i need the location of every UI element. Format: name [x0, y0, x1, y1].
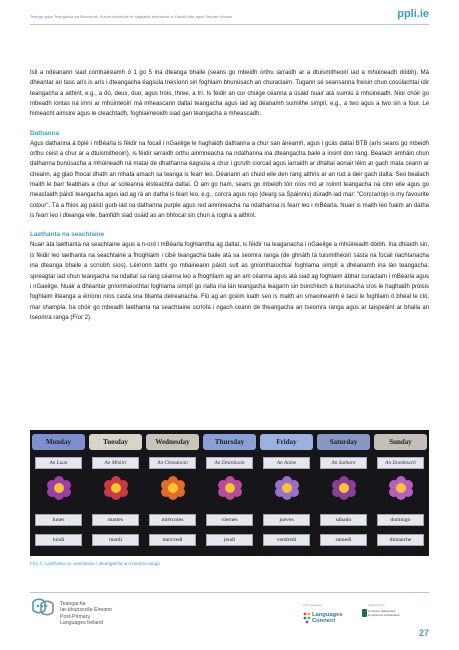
languages-connect-icon — [303, 612, 311, 624]
spanish-day-card: viernes — [206, 514, 253, 526]
ppli-logo-text: Teangacha Iar-bhunscoile Éireann Post-Primary Languages Ireland — [60, 601, 112, 626]
days-of-week-photo — [30, 430, 429, 556]
irish-day-card: An Mháirt — [92, 457, 139, 469]
day-banner-friday: Friday — [260, 434, 313, 450]
section-text-colours: Agus dathanna á bplé i mBéarla is féidir na focail i nGaeilge le haghaidh dathanna a chur san áireamh, agus i gcás daltaí BTB (arís seans go mbeidh orthu ceist a chur ar a dtuismitheoirí), is féidir iarraidh orthu ainmneacha na ndathanna ina dteangacha baile a insint don rang. Bealach amháin chun dathanna bunúsacha a mhúineadh ná mataí de dhathanna éagsúla a chur i gcruth ciorcail agus iarraidh ar dhaltaí aonair léim ar gach mata ceann ar cheann, ag glao fhocal dhath an mhata amach sa teanga is fearr leo. Déanann an chuid eile den rang aithris ar an rud a deir gach dalta. Seo bealach maith le barr feabhais a chur ar scileanna éisteachta daltaí. Ó am go ham, seans go mbeidh tóir níos mó ar roinnt teangacha ná cinn eile agus go measfaidh páistí teangacha agus iad ag rá an datha is fearr leo, e.g., corcra agus rojo (dearg sa Spáinnis) düradh iad mar: "Corcra/rojo is my favourite colour". Tá a fhios ag páistí gurb iad na dathanna purple agus red ainmneacha na ndathanna is fearr leo i mBéarla. Nuair is maith leo fuaim an datha is fearr leo i dteanga eile, bainfidh siad úsáid as an bhfocal sin chun a rogha a aithint. — [30, 140, 429, 220]
supported-by-label: Supported by — [368, 603, 385, 607]
irish-day-card: An Domhnach — [377, 457, 424, 469]
day-banner-monday: Monday — [32, 434, 85, 450]
day-banner-saturday: Saturday — [317, 434, 370, 450]
section-heading-colours: Dathanna — [30, 129, 60, 137]
french-day-card: lundi — [35, 534, 82, 546]
irish-day-card: An Aoine — [263, 457, 310, 469]
languages-connect-logo: Languages Connect — [312, 612, 343, 625]
french-day-card: jeudi — [206, 534, 253, 546]
footer-divider — [30, 592, 429, 593]
flower-decoration-icon — [389, 476, 413, 500]
french-day-card: dimanche — [377, 534, 424, 546]
section-text-days: Nuair atá laethanta na seachtaine agus a n-ord i mBéarla foghlamtha ag daltaí, is féidir na leaganacha i nGaeilge a mhúineadh dóibh. Ina dhiaidh sin, is féidir leo laethanta na seachtaine a fhoghlaim i cibé teangacha baile atá sa seomra ranga (de ghnáth tá tuismitheoirí sásta na focail riachtanacha ina dteanga bhaile a scríobh síos). Léiríonn taithí go mbaineann páistí sult as gníomhaíochtaí foghlama simplí a dhéanamh ina lán teangacha; spreagtar iad chun teangacha na ndaltaí sa rang céanna leo a fhoghlaim ag an am céanna agus atá siad ag foghlaim ábhar curaclaim i mBéarla agus i nGaeilge. Nuair a dhéantar gníomhaíochtaí foghlama simplí go rialta ina lán teangacha leagann sin bunchloch a bunúsacha síos le haghaidh próisis foghlaim ilteanga a éiríonn níos casta sna blianta deireanacha. Fiú ag an gcéim luath seo is maith an smaoineamh é tacú le foghlaim ó bhéal le cló; mar shampla, ba chóir go mbeadh laethanta na seachtaine scríofa i ngach ceann de theangacha an tseomra ranga agus ar taispeáint ar bhalla an tseomra ranga (Fíor 2). — [30, 242, 429, 321]
header-divider — [30, 24, 429, 25]
ppli-logo-icon — [30, 598, 56, 620]
spanish-day-card: miércoles — [149, 514, 196, 526]
french-day-card: mercredi — [149, 534, 196, 546]
spanish-day-card: lunes — [35, 514, 82, 526]
spanish-day-card: martes — [92, 514, 139, 526]
spanish-day-card: sábado — [320, 514, 367, 526]
section-heading-days: Laethanta na seachtaine — [30, 231, 105, 239]
irish-day-card: An Déardaoin — [206, 457, 253, 469]
main-content — [30, 68, 429, 331]
irish-day-card: An Chéadaoin — [149, 457, 196, 469]
department-logo: An Roinn Oideachais Department of Education — [368, 609, 400, 617]
flower-decoration-icon — [218, 476, 242, 500]
flower-decoration-icon — [104, 476, 128, 500]
spanish-day-card: jueves — [263, 514, 310, 526]
page-number: 27 — [418, 628, 429, 638]
irish-day-card: An Satharn — [320, 457, 367, 469]
flower-decoration-icon — [275, 476, 299, 500]
running-header: Teanga agus Teangacha sa Bhunscoil: Roinnt treoirlínte le haghaidh múinteoirí le David Little agus Deirdre Kirwan — [30, 14, 232, 19]
day-banner-wednesday: Wednesday — [146, 434, 199, 450]
intro-paragraph: tsli a ndéanann siad comhaireamh ó 1 go 5 ina dteanga bhaile (seans go mbeidh orthu iarraidh ar a dtuismitheoirí iad a mhúineadh dóibh). Má dhéantar an tasc arís is arís i dteangacha éagsúla treisíonn sin foghlaim bhunúsach an churaclaim. Tugann sé seansanna freisin chun cosúlachtaí idir teangacha a aithint, e.g., a dó, deux, duo, agus trois, three, a trí. Is féidir an cur chuige céanna a úsáid nuair atá suimiú á mhúineadh. Nior chóir go mbeadh iontas ná imní ar mhúinteoirí má mheascann daltaí teangacha agus iad ag déanamh suimithe simplí, e.g., a two agus a two sin a four. Le himeacht aimsire agus le cleachtadh, foghlaimeoidh siad gan teangacha a mheascadh. — [30, 70, 429, 118]
figure-caption: Fíor 2: Laethanta na seachtaine i dteangacha an tseomra ranga — [30, 561, 160, 566]
ppli-operating-label: PPLI operating — [303, 603, 322, 607]
harp-crest-icon — [362, 609, 367, 617]
flower-decoration-icon — [47, 476, 71, 500]
spanish-day-card: domingo — [377, 514, 424, 526]
flower-decoration-icon — [161, 476, 185, 500]
day-banner-thursday: Thursday — [203, 434, 256, 450]
brand-link[interactable]: ppli.ie — [397, 8, 429, 20]
day-banner-tuesday: Tuesday — [89, 434, 142, 450]
french-day-card: vendredi — [263, 534, 310, 546]
irish-day-card: An Luan — [35, 457, 82, 469]
french-day-card: mardi — [92, 534, 139, 546]
french-day-card: samedi — [320, 534, 367, 546]
day-banner-sunday: Sunday — [374, 434, 427, 450]
flower-decoration-icon — [332, 476, 356, 500]
